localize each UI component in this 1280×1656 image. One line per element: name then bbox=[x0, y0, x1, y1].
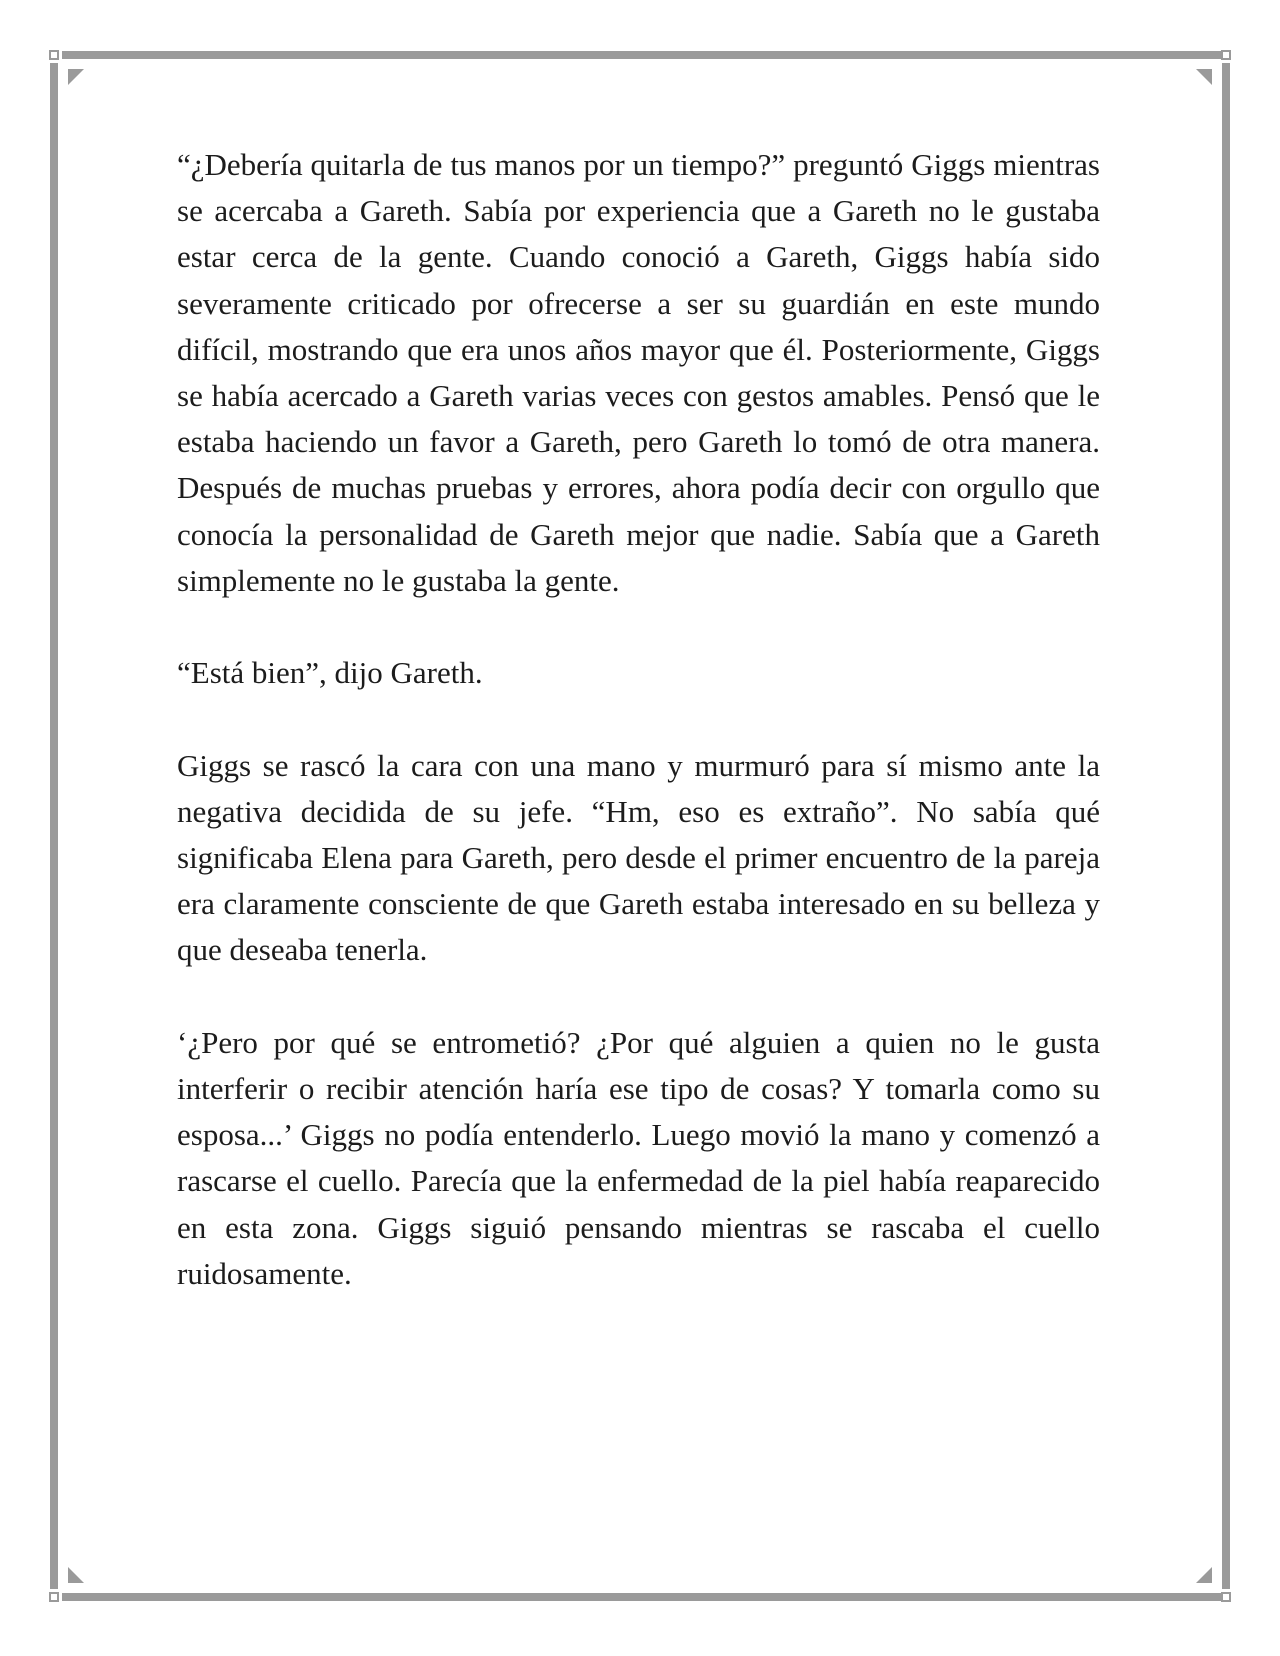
corner-ornament-bottom-left bbox=[68, 1567, 84, 1583]
frame-top-border bbox=[62, 51, 1226, 59]
frame-corner-top-left bbox=[49, 50, 59, 60]
frame-bottom-border bbox=[62, 1593, 1226, 1601]
frame-corner-bottom-left bbox=[49, 1592, 59, 1602]
frame-corner-bottom-right bbox=[1221, 1592, 1231, 1602]
paragraph-2: “Está bien”, dijo Gareth. bbox=[177, 655, 483, 691]
paragraph-4: ‘¿Pero por qué se entrometió? ¿Por qué alguien a quien no le gusta interferir o recibir atención haría ese tipo de cosas? Y tomarla como su esposa...’ Giggs no podía entenderlo. Luego movió la mano y comenzó a rascarse el cuello. Parecía que la enfermedad de la piel había reaparecido en esta zona. Giggs siguió pensando mientras se rascaba el cuello ruidosamente. bbox=[177, 1024, 1100, 1291]
corner-ornament-top-left bbox=[68, 69, 84, 85]
corner-ornament-bottom-right bbox=[1196, 1567, 1212, 1583]
paragraph-1: “¿Debería quitarla de tus manos por un tiempo?” preguntó Giggs mientras se acercaba a Gareth. Sabía por experiencia que a Gareth no le gustaba estar cerca de la gente. Cuando conoció a Gareth, Giggs había sido severamente criticado por ofrecerse a ser su guardián en este mundo difícil, mostrando que era unos años mayor que él. Posteriormente, Giggs se había acercado a Gareth varias veces con gestos amables. Pensó que le estaba haciendo un favor a Gareth, pero Gareth lo tomó de otra manera. Después de muchas pruebas y errores, ahora podía decir con orgullo que conocía la personalidad de Gareth mejor que nadie. Sabía que a Gareth simplemente no le gustaba la gente. bbox=[177, 147, 1100, 598]
frame-right-border bbox=[1222, 63, 1230, 1589]
corner-ornament-top-right bbox=[1196, 69, 1212, 85]
paragraph-3: Giggs se rascó la cara con una mano y murmuró para sí mismo ante la negativa decidida de su jefe. “Hm, eso es extraño”. No sabía qué significaba Elena para Gareth, pero desde el primer encuentro de la pareja era claramente consciente de que Gareth estaba interesado en su belleza y que deseaba tenerla. bbox=[177, 747, 1100, 968]
frame-corner-top-right bbox=[1221, 50, 1231, 60]
frame-left-border bbox=[50, 63, 58, 1589]
page-body bbox=[177, 142, 1100, 1343]
